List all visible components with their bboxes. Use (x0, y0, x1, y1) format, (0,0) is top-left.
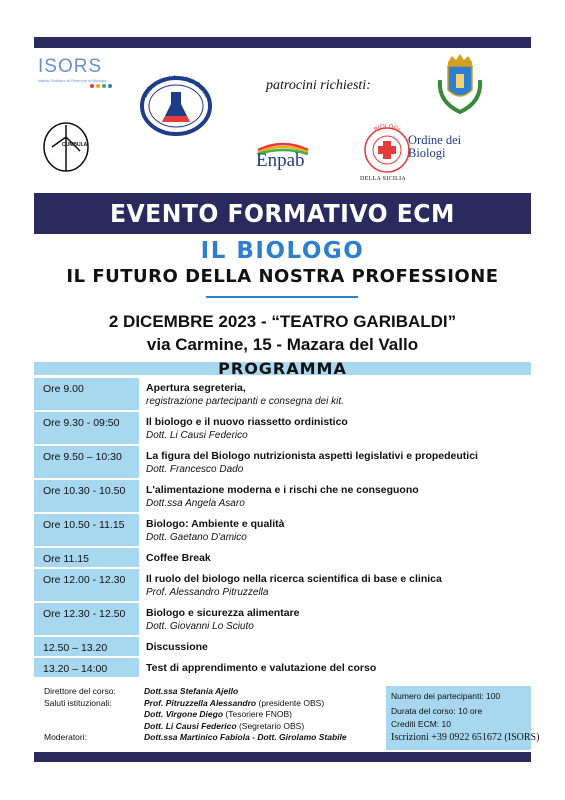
crediti-ecm: Crediti ECM: 10 (391, 719, 451, 729)
isors-dots-icon (90, 84, 122, 88)
program-speaker: Dott. Francesco Dado (146, 464, 244, 475)
program-time: Ore 12.00 - 12.30 (34, 569, 139, 601)
program-time: Ore 10.30 - 10.50 (34, 480, 139, 512)
program-table (34, 378, 531, 679)
ordine-biologi-ring-text: BIOLOGI (373, 123, 401, 134)
program-row (34, 569, 531, 603)
saluti-name: Prof. Pitruzzella Alessandro (144, 697, 257, 708)
isors-logo-text: ISORS (38, 56, 103, 77)
program-speaker: registrazione partecipanti e consegna dei kit. (146, 396, 344, 407)
program-title-text: Test di apprendimento e valutazione del corso (146, 662, 377, 674)
ordine-biologi-title: Ordine dei Biologi (408, 133, 462, 160)
program-time: Ore 11.15 (34, 548, 139, 567)
saluti-role: (presidente OBS) (258, 697, 325, 708)
program-row (34, 603, 531, 637)
partecipanti-count: Numero dei partecipanti: 100 (391, 691, 501, 701)
program-title-text: L'alimentazione moderna e i rischi che ne conseguono (146, 484, 419, 496)
program-speaker: Dott. Giovanni Lo Sciuto (146, 621, 254, 632)
program-speaker: Dott. Li Causi Federico (146, 430, 248, 441)
saluti-name: Dott. Li Causi Federico (144, 720, 237, 731)
course-info-box (386, 686, 540, 750)
program-speaker: Prof. Alessandro Pitruzzella (146, 587, 269, 598)
durata-corso: Durata del corso: 10 ore (391, 706, 483, 716)
program-time: 12.50 – 13.20 (34, 637, 139, 656)
direttore-name: Dott.ssa Stefania Ajello (144, 686, 239, 696)
enpab-logo-text: Enpab (256, 150, 305, 171)
program-title-text: La figura del Biologo nutrizionista aspetti legislativi e propedeutici (146, 450, 478, 462)
footer-credits (34, 686, 390, 750)
iscrizioni-phone: Iscrizioni +39 0922 651672 (ISORS) (391, 732, 540, 743)
direttore-label: Direttore del corso: (44, 686, 116, 696)
divider (206, 296, 358, 298)
event-subtitle: IL BIOLOGO (200, 238, 365, 264)
program-row (34, 378, 531, 412)
program-title-text: Il biologo e il nuovo riassetto ordinistico (146, 416, 348, 428)
saluti-role: (Tesoriere FNOB) (225, 709, 292, 719)
ordine-biologi-subtitle: DELLA SICILIA (360, 176, 407, 182)
program-title: PROGRAMMA (218, 359, 347, 378)
event-venue: via Carmine, 15 - Mazara del Vallo (146, 335, 419, 354)
cumbula-logo-text: CUMBULA (62, 142, 88, 148)
footer (34, 686, 540, 750)
program-time: Ore 9.00 (34, 378, 139, 410)
program-row (34, 637, 531, 658)
program-row (34, 658, 531, 679)
lab-logo (134, 68, 218, 136)
moderatori-names: Dott.ssa Martinico Fabiola - Dott. Girolamo Stabile (144, 732, 347, 742)
patrocini-label: patrocini richiesti: (266, 78, 371, 93)
isors-logo (38, 56, 122, 90)
saluti-label: Saluti istituzionali: (44, 697, 112, 708)
program-row (34, 412, 531, 446)
top-bar (34, 37, 531, 48)
program-title-text: Discussione (146, 641, 208, 653)
program-row (34, 446, 531, 480)
program-speaker: Dott. Gaetano D'amico (146, 532, 247, 543)
isors-logo-subtitle: Istituto Siciliano di Ricerche in Biologia (38, 78, 107, 83)
moderatori-label: Moderatori: (44, 732, 87, 742)
event-banner-title: EVENTO FORMATIVO ECM (110, 199, 455, 228)
program-time: Ore 9.30 - 09:50 (34, 412, 139, 444)
program-row (34, 548, 531, 569)
saluti-role: (Segretario OBS) (238, 720, 305, 731)
event-banner (34, 193, 531, 234)
saluti-name: Dott. Virgone Diego (144, 709, 224, 719)
program-speaker: Dott.ssa Angela Asaro (146, 498, 245, 509)
city-crest-icon (434, 54, 486, 116)
program-title-text: Apertura segreteria, (146, 382, 246, 394)
program-time: 13.20 – 14:00 (34, 658, 139, 677)
program-time: Ore 10.50 - 11.15 (34, 514, 139, 546)
bottom-bar (34, 752, 531, 762)
event-tagline: IL FUTURO DELLA NOSTRA PROFESSIONE (66, 266, 499, 287)
program-time: Ore 12.30 - 12.50 (34, 603, 139, 635)
program-title-text: Coffee Break (146, 552, 211, 564)
program-row (34, 514, 531, 548)
program-title-text: Biologo: Ambiente e qualità (146, 518, 285, 530)
lab-logo-text: Laboratori Analisi Salus (141, 74, 211, 99)
program-time: Ore 9.50 – 10:30 (34, 446, 139, 478)
program-title-text: Il ruolo del biologo nella ricerca scientifica di base e clinica (146, 573, 442, 585)
program-row (34, 480, 531, 514)
event-date: 2 DICEMBRE 2023 - “TEATRO GARIBALDI” (108, 312, 457, 331)
program-title-text: Biologo e sicurezza alimentare (146, 607, 300, 619)
